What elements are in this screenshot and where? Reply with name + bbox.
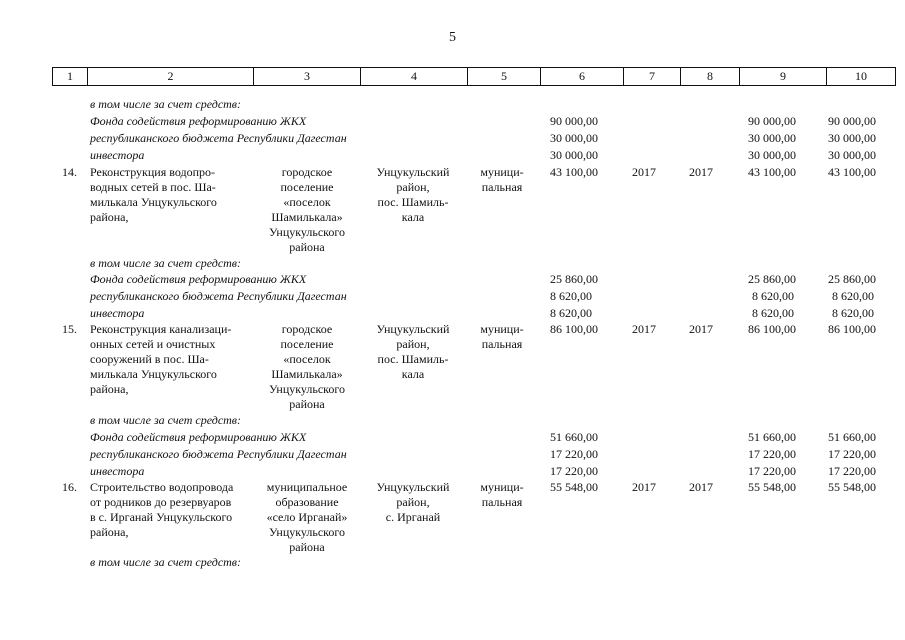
budget-col10: 8 620,00 (832, 289, 874, 303)
object-name-line: милькала Унцукульского (90, 195, 217, 209)
fund-col10: 51 660,00 (828, 430, 876, 444)
column-header-10: 10 (827, 68, 896, 86)
municipality-line: Унцукульского (268, 382, 346, 396)
prev-budget-col6: 30 000,00 (550, 131, 598, 145)
object-name-line: района, (90, 525, 129, 539)
column-header-8: 8 (681, 68, 740, 86)
location-line: кала (401, 367, 425, 381)
object-name-line: сооружений в пос. Ша- (90, 352, 209, 366)
municipality-line: «поселок (283, 352, 331, 366)
column-header-1: 1 (53, 68, 88, 86)
cost-value: 86 100,00 (550, 322, 598, 336)
municipality-line: городское (281, 165, 333, 179)
budget-label: республиканского бюджета Республики Дагестан (90, 131, 347, 145)
fund-label: Фонда содействия реформированию ЖКХ (90, 272, 307, 286)
location-line: Унцукульский (376, 480, 450, 494)
object-name-line: онных сетей и очистных (90, 337, 216, 351)
prev-investor-col10: 30 000,00 (828, 148, 876, 162)
investor-col9: 8 620,00 (752, 306, 794, 320)
col10-value: 43 100,00 (828, 165, 876, 179)
object-name-line: милькала Унцукульского (90, 367, 217, 381)
location-line: пос. Шамиль- (377, 195, 449, 209)
investor-col6: 8 620,00 (550, 306, 592, 320)
column-header-5: 5 (468, 68, 541, 86)
ownership-line: пальная (481, 180, 523, 194)
row-number: 14. (62, 165, 77, 179)
column-header-7: 7 (624, 68, 681, 86)
municipality-line: района (289, 397, 325, 411)
page-number: 5 (449, 30, 456, 45)
prev-fund-col10: 90 000,00 (828, 114, 876, 128)
municipality-line: Унцукульского (268, 525, 346, 539)
location-line: район, (396, 337, 430, 351)
fund-col6: 51 660,00 (550, 430, 598, 444)
cost-value: 43 100,00 (550, 165, 598, 179)
col9-value: 55 548,00 (748, 480, 796, 494)
location-line: район, (396, 495, 430, 509)
object-name-line: Реконструкция канализаци- (90, 322, 232, 336)
object-name-line: Строительство водопровода (90, 480, 234, 494)
including-label: в том числе за счет средств: (90, 256, 242, 270)
budget-col10: 17 220,00 (828, 447, 876, 461)
budget-col6: 17 220,00 (550, 447, 598, 461)
budget-label: республиканского бюджета Республики Дагестан (90, 447, 347, 461)
column-header-9: 9 (740, 68, 827, 86)
municipality-line: поселение (280, 337, 334, 351)
location-line: Унцукульский (376, 165, 450, 179)
investor-col6: 17 220,00 (550, 464, 598, 478)
object-name-line: Реконструкция водопро- (90, 165, 215, 179)
ownership-line: пальная (481, 337, 523, 351)
fund-col10: 25 860,00 (828, 272, 876, 286)
location-line: с. Ирганай (385, 510, 441, 524)
fund-col6: 25 860,00 (550, 272, 598, 286)
fund-label: Фонда содействия реформированию ЖКХ (90, 430, 307, 444)
budget-label: республиканского бюджета Республики Дагестан (90, 289, 347, 303)
location-line: район, (396, 180, 430, 194)
year-start: 2017 (632, 322, 656, 336)
column-header-4: 4 (361, 68, 468, 86)
budget-col9: 17 220,00 (748, 447, 796, 461)
including-label: в том числе за счет средств: (90, 97, 242, 111)
object-name-line: района, (90, 210, 129, 224)
municipality-line: Унцукульского (268, 225, 346, 239)
column-header-2: 2 (88, 68, 254, 86)
municipality-line: муниципальное (266, 480, 348, 494)
municipality-line: Шамилькала» (271, 367, 343, 381)
year-start: 2017 (632, 165, 656, 179)
year-end: 2017 (689, 165, 713, 179)
col9-value: 43 100,00 (748, 165, 796, 179)
budget-col6: 8 620,00 (550, 289, 592, 303)
column-header-3: 3 (254, 68, 361, 86)
col10-value: 55 548,00 (828, 480, 876, 494)
ownership-line: муници- (480, 322, 524, 336)
budget-col9: 8 620,00 (752, 289, 794, 303)
col10-value: 86 100,00 (828, 322, 876, 336)
investor-col10: 17 220,00 (828, 464, 876, 478)
year-end: 2017 (689, 322, 713, 336)
object-name-line: района, (90, 382, 129, 396)
ownership-line: пальная (481, 495, 523, 509)
object-name-line: от родников до резервуаров (90, 495, 232, 509)
including-label: в том числе за счет средств: (90, 413, 242, 427)
ownership-line: муници- (480, 480, 524, 494)
row-number: 16. (62, 480, 77, 494)
year-start: 2017 (632, 480, 656, 494)
cost-value: 55 548,00 (550, 480, 598, 494)
prev-fund-col9: 90 000,00 (748, 114, 796, 128)
municipality-line: поселение (280, 180, 334, 194)
location-line: кала (401, 210, 425, 224)
municipality-line: района (289, 540, 325, 554)
location-line: пос. Шамиль- (377, 352, 449, 366)
fund-col9: 25 860,00 (748, 272, 796, 286)
column-header-6: 6 (541, 68, 624, 86)
prev-fund-col6: 90 000,00 (550, 114, 598, 128)
fund-col9: 51 660,00 (748, 430, 796, 444)
col9-value: 86 100,00 (748, 322, 796, 336)
row-number: 15. (62, 322, 77, 336)
investor-label: инвестора (90, 464, 145, 478)
municipality-line: Шамилькала» (271, 210, 343, 224)
municipality-line: образование (275, 495, 339, 509)
investor-col10: 8 620,00 (832, 306, 874, 320)
investor-label: инвестора (90, 148, 145, 162)
column-header-row (52, 67, 896, 86)
object-name-line: в с. Ирганай Унцукульского (90, 510, 233, 524)
investor-col9: 17 220,00 (748, 464, 796, 478)
municipality-line: района (289, 240, 325, 254)
location-line: Унцукульский (376, 322, 450, 336)
object-name-line: водных сетей в пос. Ша- (90, 180, 216, 194)
ownership-line: муници- (480, 165, 524, 179)
municipality-line: «поселок (283, 195, 331, 209)
prev-budget-col10: 30 000,00 (828, 131, 876, 145)
fund-label: Фонда содействия реформированию ЖКХ (90, 114, 307, 128)
prev-investor-col6: 30 000,00 (550, 148, 598, 162)
municipality-line: городское (281, 322, 333, 336)
investor-label: инвестора (90, 306, 145, 320)
prev-investor-col9: 30 000,00 (748, 148, 796, 162)
year-end: 2017 (689, 480, 713, 494)
including-label: в том числе за счет средств: (90, 555, 242, 569)
prev-budget-col9: 30 000,00 (748, 131, 796, 145)
municipality-line: «село Ирганай» (266, 510, 348, 524)
